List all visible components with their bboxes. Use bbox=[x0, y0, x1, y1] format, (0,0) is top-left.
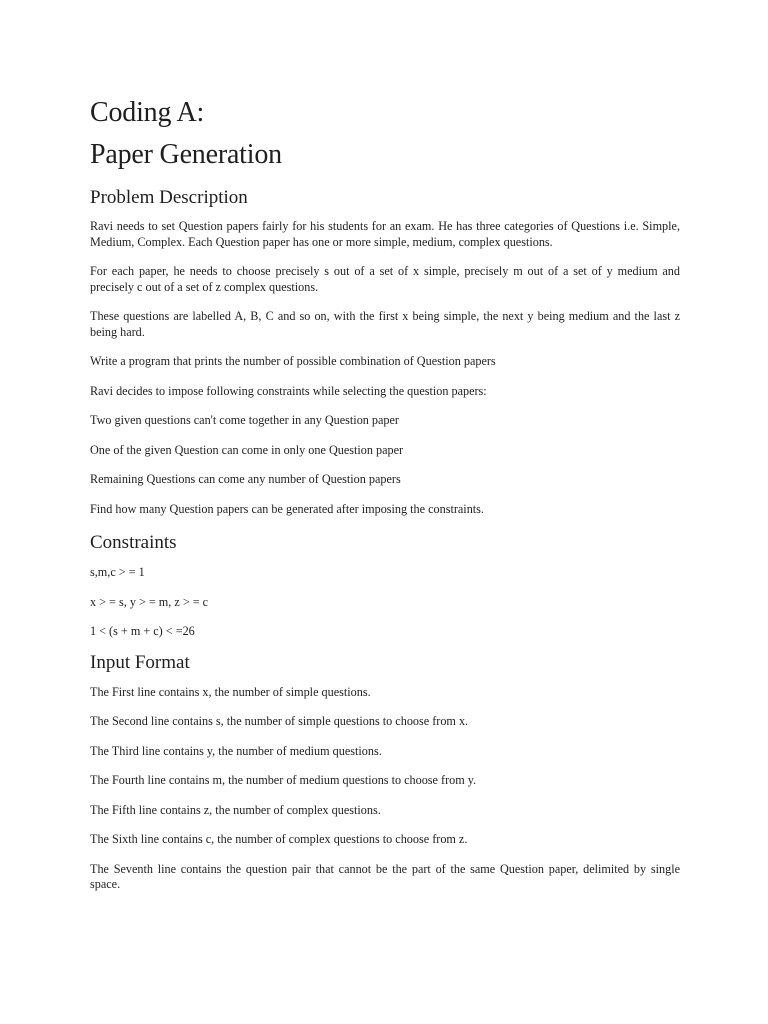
paragraph: Ravi needs to set Question papers fairly for his students for an exam. He has three categories of Questions i.e. Simple, Medium, Complex. Each Question paper has one or more simple, medium, complex questions. bbox=[90, 219, 680, 249]
paragraph: Write a program that prints the number of possible combination of Question papers bbox=[90, 354, 496, 368]
paragraph: The First line contains x, the number of simple questions. bbox=[90, 684, 371, 699]
paragraph: Find how many Question papers can be generated after imposing the constraints. bbox=[90, 501, 484, 516]
paragraph: Remaining Questions can come any number of Question papers bbox=[90, 472, 401, 486]
paragraph: The Sixth line contains c, the number of complex questions to choose from z. bbox=[90, 832, 468, 846]
paragraph: The Fifth line contains z, the number of complex questions. bbox=[90, 802, 381, 817]
paragraph: For each paper, he needs to choose precisely s out of a set of x simple, precisely m out of a set of y medium and precisely c out of a set of z complex questions. bbox=[90, 264, 680, 294]
title-line-2: Paper Generation bbox=[90, 139, 282, 170]
heading-input-format: Input Format bbox=[90, 651, 190, 673]
paragraph: The Seventh line contains the question pair that cannot be the part of the same Question paper, delimited by single space. bbox=[90, 861, 680, 891]
constraint-line: 1 < (s + m + c) < =26 bbox=[90, 624, 195, 638]
constraint-line: s,m,c > = 1 bbox=[90, 565, 145, 579]
paragraph: These questions are labelled A, B, C and so on, with the first x being simple, the next y being medium and the last z being hard. bbox=[90, 309, 680, 339]
paragraph: One of the given Question can come in only one Question paper bbox=[90, 442, 404, 457]
paragraph: The Third line contains y, the number of medium questions. bbox=[90, 743, 382, 758]
paragraph: Two given questions can't come together in any Question paper bbox=[90, 413, 399, 427]
paragraph: Ravi decides to impose following constraints while selecting the question papers: bbox=[90, 383, 487, 398]
paragraph: The Second line contains s, the number of simple questions to choose from x. bbox=[90, 714, 469, 728]
document-page bbox=[90, 91, 680, 893]
heading-constraints: Constraints bbox=[90, 532, 177, 553]
paragraph: The Fourth line contains m, the number of medium questions to choose from y. bbox=[90, 773, 477, 787]
title-line-1: Coding A: bbox=[90, 97, 205, 128]
constraint-line: x > = s, y > = m, z > = c bbox=[90, 594, 209, 609]
heading-problem-description: Problem Description bbox=[90, 187, 248, 208]
